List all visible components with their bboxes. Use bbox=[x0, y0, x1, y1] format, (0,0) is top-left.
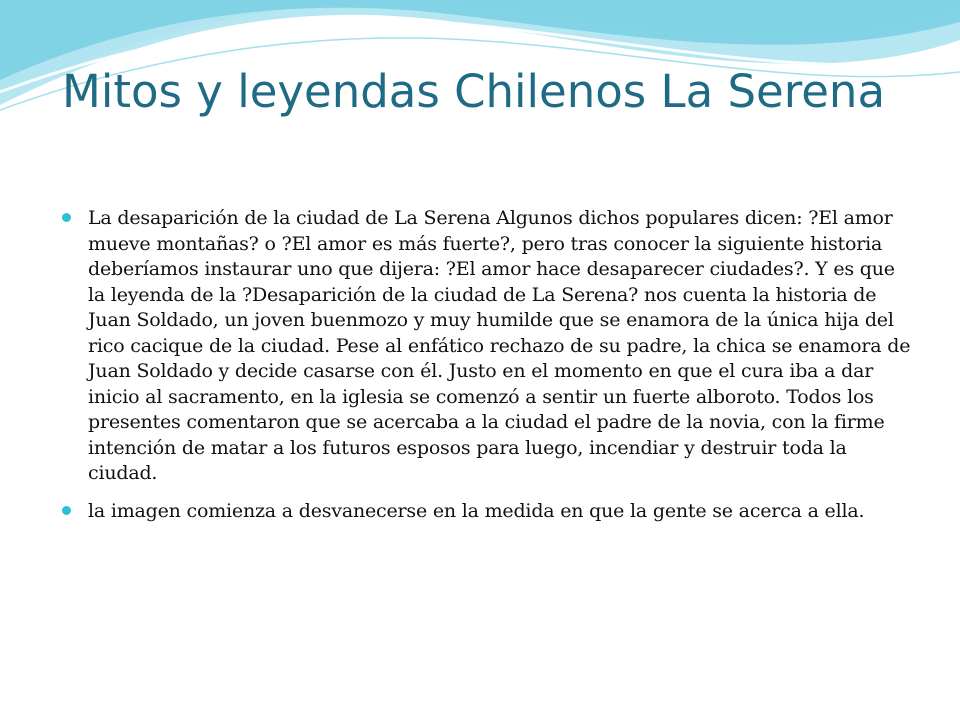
bullet-item bbox=[62, 206, 912, 487]
bullet-list bbox=[62, 206, 912, 536]
bullet-item bbox=[62, 499, 912, 525]
bullet-text: la imagen comienza a desvanecerse en la medida en que la gente se acerca a ella. bbox=[88, 499, 865, 522]
slide-title: Mitos y leyendas Chilenos La Serena bbox=[62, 65, 886, 118]
bullet-dot-icon bbox=[62, 213, 71, 222]
bullet-text: La desaparición de la ciudad de La Serena Algunos dichos populares dicen: ?El amor mueve montañas? o ?El amor es más fuerte?, pero tras conocer la siguiente historia deberíamos instaurar uno que dijera: ?El amor hace desaparecer ciudades?. Y es que la leyenda de la ?Desaparición de la ciudad de La Serena? nos cuenta la historia de Juan Soldado, un joven buenmozo y muy humilde que se enamora de la única hija del rico cacique de la ciudad. Pese al enfático rechazo de su padre, la chica se enamora de Juan Soldado y decide casarse con él. Justo en el momento en que el cura iba a dar inicio al sacramento, en la iglesia se comenzó a sentir un fuerte alboroto. Todos los presentes comentaron que se acercaba a la ciudad el padre de la novia, con la firme intención de matar a los futuros esposos para luego, incendiar y destruir toda la ciudad. bbox=[88, 207, 911, 484]
bullet-dot-icon bbox=[62, 506, 71, 515]
